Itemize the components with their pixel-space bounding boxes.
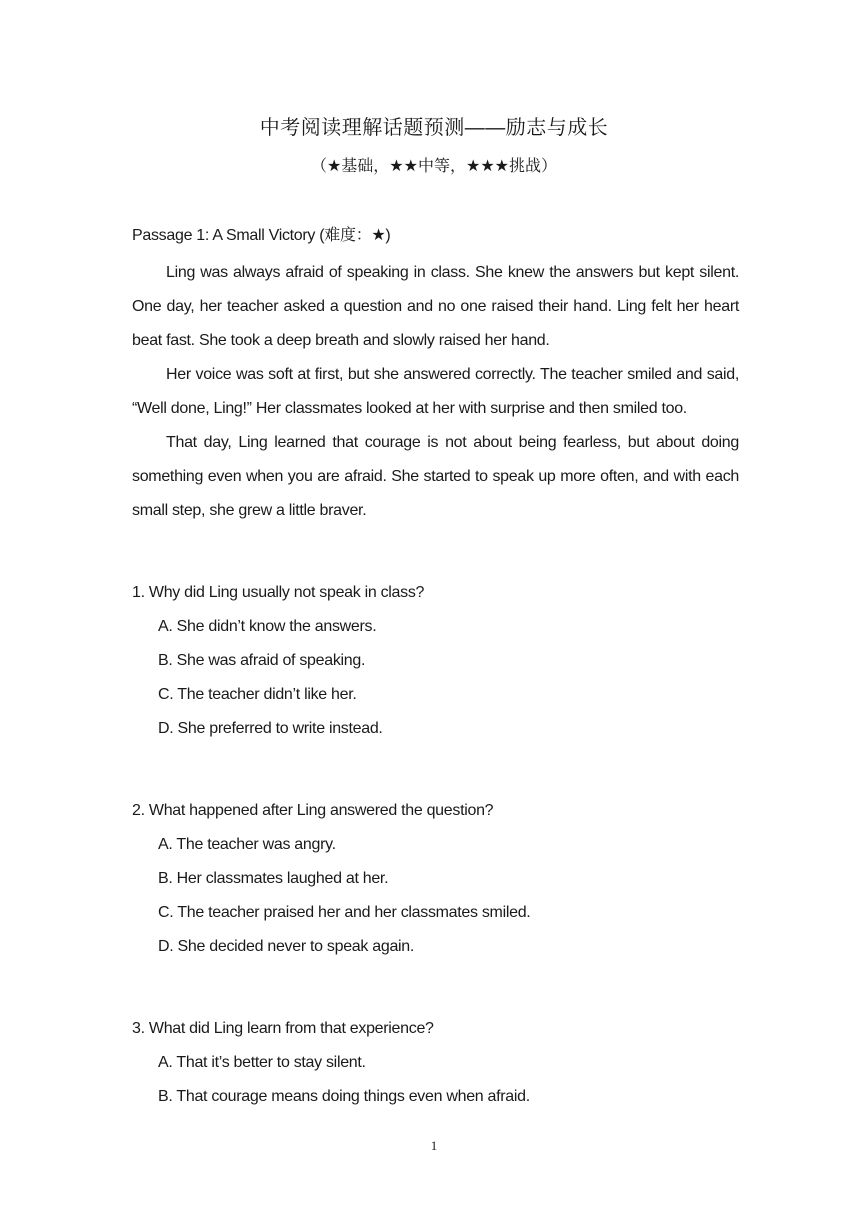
question-stem: 1. Why did Ling usually not speak in class? xyxy=(132,584,425,601)
passage-paragraph: Ling was always afraid of speaking in class. She knew the answers but kept silent. One day, her teacher asked a question and no one raised their hand. Ling felt her heart beat fast. She took a deep breath and slowly raised her hand. xyxy=(132,264,739,349)
passage-heading: Passage 1: A Small Victory (难度：★) xyxy=(132,227,391,244)
answer-option: C. The teacher didn’t like her. xyxy=(158,686,357,703)
page-number: 1 xyxy=(430,1138,438,1153)
answer-option: B. That courage means doing things even when afraid. xyxy=(158,1088,530,1105)
answer-option: A. She didn’t know the answers. xyxy=(158,618,377,635)
document-title: 中考阅读理解话题预测——励志与成长 xyxy=(259,117,609,139)
answer-option: D. She decided never to speak again. xyxy=(158,938,415,955)
passage-paragraph: Her voice was soft at first, but she answered correctly. The teacher smiled and said, “Well done, Ling!” Her classmates looked at her with surprise and then smiled too. xyxy=(132,366,739,417)
difficulty-legend: （★基础，★★中等，★★★挑战） xyxy=(310,158,558,175)
question-2 xyxy=(132,794,739,964)
answer-option: B. She was afraid of speaking. xyxy=(158,652,366,669)
answer-option: A. The teacher was angry. xyxy=(158,836,336,853)
answer-option: A. That it’s better to stay silent. xyxy=(158,1054,366,1071)
question-stem: 3. What did Ling learn from that experience? xyxy=(132,1020,434,1037)
document-body xyxy=(132,222,739,1114)
question-3 xyxy=(132,1012,739,1114)
question-1 xyxy=(132,576,739,746)
answer-option: D. She preferred to write instead. xyxy=(158,720,383,737)
question-stem: 2. What happened after Ling answered the question? xyxy=(132,802,494,819)
answer-option: B. Her classmates laughed at her. xyxy=(158,870,389,887)
passage-paragraph: That day, Ling learned that courage is not about being fearless, but about doing something even when you are afraid. She started to speak up more often, and with each small step, she grew a little braver. xyxy=(132,434,739,519)
answer-option: C. The teacher praised her and her classmates smiled. xyxy=(158,904,531,921)
